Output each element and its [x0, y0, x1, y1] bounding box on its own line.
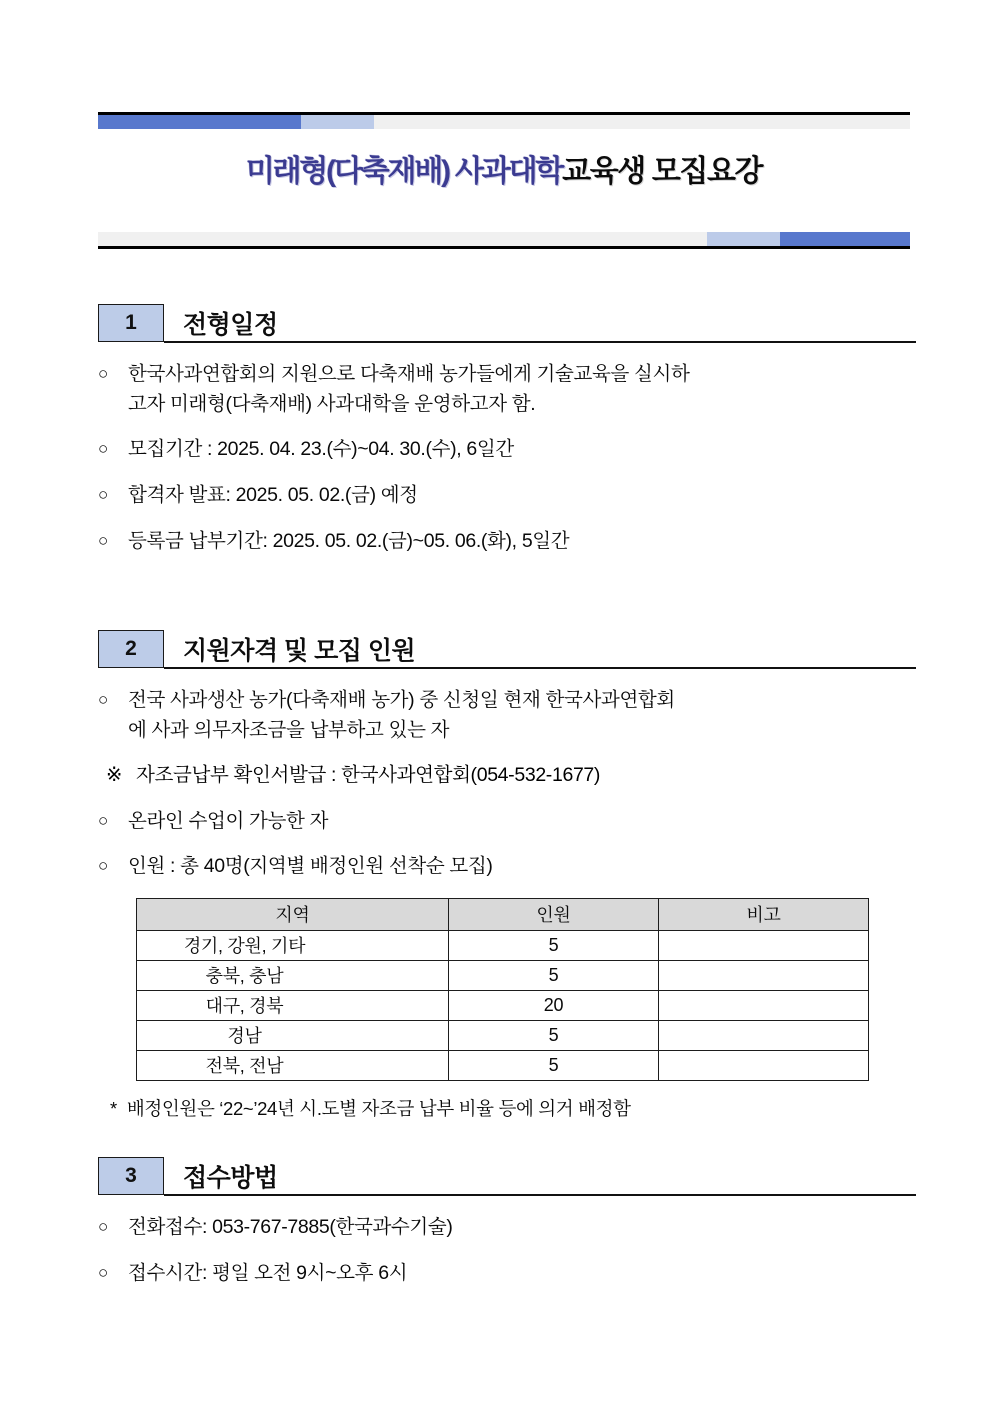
bullet-text-line2: 고자 미래형(다축재배) 사과대학을 운영하고자 함. [128, 392, 536, 415]
document-title-wrapper [98, 155, 910, 190]
note-text: 자조금납부 확인서발급 : 한국사과연합회(054-532-1677) [136, 764, 601, 787]
title-bottom-rule [98, 246, 910, 249]
title-underline-segment-bar [98, 232, 910, 246]
section-3-body [98, 1213, 910, 1288]
header-decorative-bars [98, 112, 910, 129]
eligibility-note [106, 761, 910, 790]
bullet-text-line1: 전국 사과생산 농가(다축재배 농가) 중 신청일 현재 한국사과연합회 [128, 689, 675, 711]
bullet-text: 접수시간: 평일 오전 9시~오후 6시 [128, 1261, 408, 1284]
bullet-marker: ○ [98, 810, 108, 830]
section-1 [98, 302, 910, 572]
footnote-marker: * [110, 1097, 117, 1119]
cell-remark [659, 1050, 869, 1080]
table-row [137, 930, 869, 960]
section-2-number: 2 [98, 630, 164, 668]
page-title-black-part: 교육생 모집요강 [562, 155, 763, 188]
cell-region: 경기, 강원, 기타 [137, 930, 449, 960]
cell-count: 5 [449, 1020, 659, 1050]
bullet-marker: ○ [98, 484, 108, 504]
cell-count: 5 [449, 930, 659, 960]
section-3-number: 3 [98, 1157, 164, 1195]
bullet-item [98, 360, 910, 419]
section-2-header [98, 628, 910, 668]
bullet-marker: ○ [98, 1217, 108, 1236]
bullet-item [98, 527, 910, 557]
bullet-text: 인원 : 총 40명(지역별 배정인원 선착순 모집) [128, 855, 493, 878]
bullet-text [128, 686, 910, 745]
title-bar-dark-segment [780, 232, 910, 246]
cell-remark [659, 960, 869, 990]
page-title [98, 155, 910, 190]
cell-region: 충북, 충남 [137, 960, 449, 990]
section-1-header [98, 302, 910, 342]
cell-count: 20 [449, 990, 659, 1020]
regional-allocation-table [136, 898, 869, 1081]
bullet-text: 등록금 납부기간: 2025. 05. 02.(금)~05. 06.(화), 5일간 [128, 529, 570, 552]
section-2-rule [164, 667, 916, 669]
bullet-item [98, 852, 910, 882]
bullet-marker: ○ [98, 690, 108, 709]
bullet-text: 모집기간 : 2025. 04. 23.(수)~04. 30.(수), 6일간 [128, 438, 514, 461]
section-1-rule [164, 341, 916, 343]
cell-region: 대구, 경북 [137, 990, 449, 1020]
section-3-header [98, 1155, 910, 1195]
header-bar-dark-segment [98, 115, 301, 129]
cell-remark [659, 990, 869, 1020]
table-header-row [137, 898, 869, 930]
cell-remark [659, 930, 869, 960]
cell-count: 5 [449, 960, 659, 990]
cell-region: 경남 [137, 1020, 449, 1050]
bullet-marker: ○ [98, 1262, 108, 1282]
bullet-item [98, 1213, 910, 1243]
allocation-footnote [110, 1095, 910, 1121]
title-underline-decorative-bars [98, 232, 910, 249]
title-bar-light-segment [707, 232, 780, 246]
table-header-count: 인원 [449, 898, 659, 930]
section-1-body [98, 360, 910, 556]
bullet-text-line1: 한국사과연합회의 지원으로 다축재배 농가들에게 기술교육을 실시하 [128, 363, 690, 385]
cell-region: 전북, 전남 [137, 1050, 449, 1080]
bullet-text: 합격자 발표: 2025. 05. 02.(금) 예정 [128, 483, 418, 506]
cell-remark [659, 1020, 869, 1050]
bullet-marker: ○ [98, 530, 108, 550]
bullet-marker: ○ [98, 439, 108, 459]
bullet-item [98, 686, 910, 745]
bullet-text: 전화접수: 053-767-7885(한국과수기술) [128, 1216, 453, 1238]
table-row [137, 990, 869, 1020]
table-row [137, 1050, 869, 1080]
section-1-number: 1 [98, 304, 164, 342]
section-2-body [98, 686, 910, 1121]
table-row [137, 960, 869, 990]
bullet-text-line2: 에 사과 의무자조금을 납부하고 있는 자 [128, 718, 450, 741]
header-segment-bar [98, 115, 910, 129]
note-marker: ※ [106, 764, 122, 787]
table-header-region: 지역 [137, 898, 449, 930]
table-row [137, 1020, 869, 1050]
section-2 [98, 628, 910, 1121]
bullet-text [128, 360, 910, 419]
section-3-rule [164, 1194, 916, 1196]
bullet-item [98, 807, 910, 837]
table-header-remark: 비고 [659, 898, 869, 930]
section-2-title: 지원자격 및 모집 인원 [183, 637, 416, 665]
header-bar-pale-segment [374, 115, 910, 129]
page-title-blue-part: 미래형(다축재배) 사과대학 [245, 155, 563, 188]
bullet-item [98, 481, 910, 511]
section-1-title: 전형일정 [183, 311, 278, 339]
header-bar-light-segment [301, 115, 374, 129]
section-3-title: 접수방법 [183, 1164, 278, 1192]
bullet-item [98, 435, 910, 465]
section-3 [98, 1155, 910, 1304]
cell-count: 5 [449, 1050, 659, 1080]
bullet-text: 온라인 수업이 가능한 자 [128, 809, 329, 832]
title-bar-pale-segment [98, 232, 707, 246]
bullet-marker: ○ [98, 364, 108, 383]
bullet-item [98, 1259, 910, 1289]
bullet-marker: ○ [98, 856, 108, 876]
footnote-text: 배정인원은 ‘22~’24년 시.도별 자조금 납부 비율 등에 의거 배정함 [126, 1097, 631, 1119]
